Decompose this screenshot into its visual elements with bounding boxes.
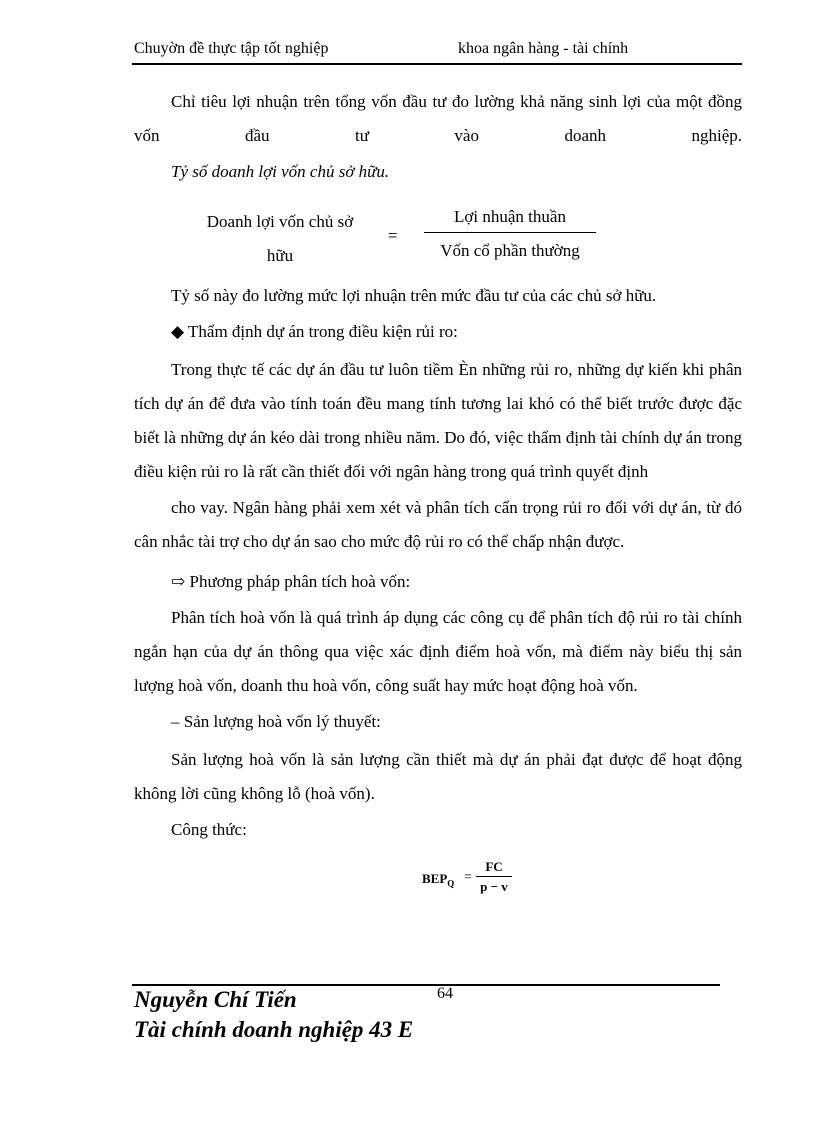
bullet-risk-appraisal: ◆ Thẩm định dự án trong điều kiện rủi ro: <box>171 322 458 341</box>
equation-equals: = <box>388 226 398 245</box>
footer-class: Tài chính doanh nghiệp 43 E <box>134 1017 414 1042</box>
paragraph-breakeven-output: Sản lượng hoà vốn là sản lượng cần thiết mà dự án phải đạt được để hoạt động không lời cũng không lỗ (hoà vốn). <box>134 750 742 803</box>
equation-numerator: Lợi nhuận thuần <box>424 202 596 233</box>
formula-label: Công thức: <box>171 820 247 839</box>
paragraph-risk-part1: Trong thực tế các dự án đầu tư luôn tiềm Èn những rủi ro, những dự kiến khi phân tích dự án để đưa vào tính toán đều mang tính tương lai khó có thể biết trước được đặc biết là những dự án kéo dài trong nhiều năm. Do đó, việc thẩm định tài chính dự án trong điều kiện rủi ro là rất cần thiết đối với ngân hàng trong quá trình quyết định <box>134 360 742 481</box>
formula-lhs-subscript: Q <box>447 878 455 889</box>
formula-equals: = <box>464 870 472 885</box>
header-rule <box>132 63 742 65</box>
formula-fraction <box>476 858 512 895</box>
footer-rule <box>132 984 720 986</box>
equation-left-line2: hữu <box>266 246 294 265</box>
equation-denominator: Vốn cổ phần thường <box>440 241 580 260</box>
page-number: 64 <box>437 985 453 1002</box>
formula-lhs-text: BEP <box>422 871 448 886</box>
paragraph-risk-part2: cho vay. Ngân hàng phải xem xét và phân tích cẩn trọng rủi ro đối với dự án, từ đó cân nhắc tài trợ cho dự án sao cho mức độ rủi ro có thể chấp nhận được. <box>134 498 742 551</box>
subheading-roe: Tỷ số doanh lợi vốn chủ sở hữu. <box>171 162 390 181</box>
paragraph-profit-on-investment: Chỉ tiêu lợi nhuận trên tổng vốn đầu tư đo lường khả năng sinh lợi của một đồng vốn đầu tư vào doanh nghiệp. <box>134 92 742 145</box>
formula-denominator: p − v <box>480 879 508 894</box>
dash-theoretical-output: – Sản lượng hoà vốn lý thuyết: <box>171 712 381 731</box>
formula-numerator: FC <box>476 858 512 877</box>
running-header-left: Chuyờn đề thực tập tốt nghiệp <box>134 40 329 57</box>
footer-author: Nguyễn Chí Tiến <box>134 987 297 1012</box>
equation-fraction <box>424 202 596 265</box>
formula-lhs <box>422 871 454 889</box>
equation-left-side <box>190 205 370 273</box>
paragraph-roe-explanation: Tỷ số này đo lường mức lợi nhuận trên mức đầu tư của các chủ sở hữu. <box>171 286 657 305</box>
running-header-right: khoa ngân hàng - tài chính <box>458 40 629 57</box>
paragraph-breakeven-analysis: Phân tích hoà vốn là quá trình áp dụng các công cụ để phân tích độ rủi ro tài chính ngắn hạn của dự án thông qua việc xác định điểm hoà vốn, mà điểm này biểu thị sản lượng hoà vốn, doanh thu hoà vốn, công suất hay mức hoạt động hoà vốn. <box>134 608 742 695</box>
bullet-breakeven-method: ⇨ Phương pháp phân tích hoà vốn: <box>171 572 411 591</box>
equation-left-line1: Doanh lợi vốn chủ sở <box>206 212 354 231</box>
